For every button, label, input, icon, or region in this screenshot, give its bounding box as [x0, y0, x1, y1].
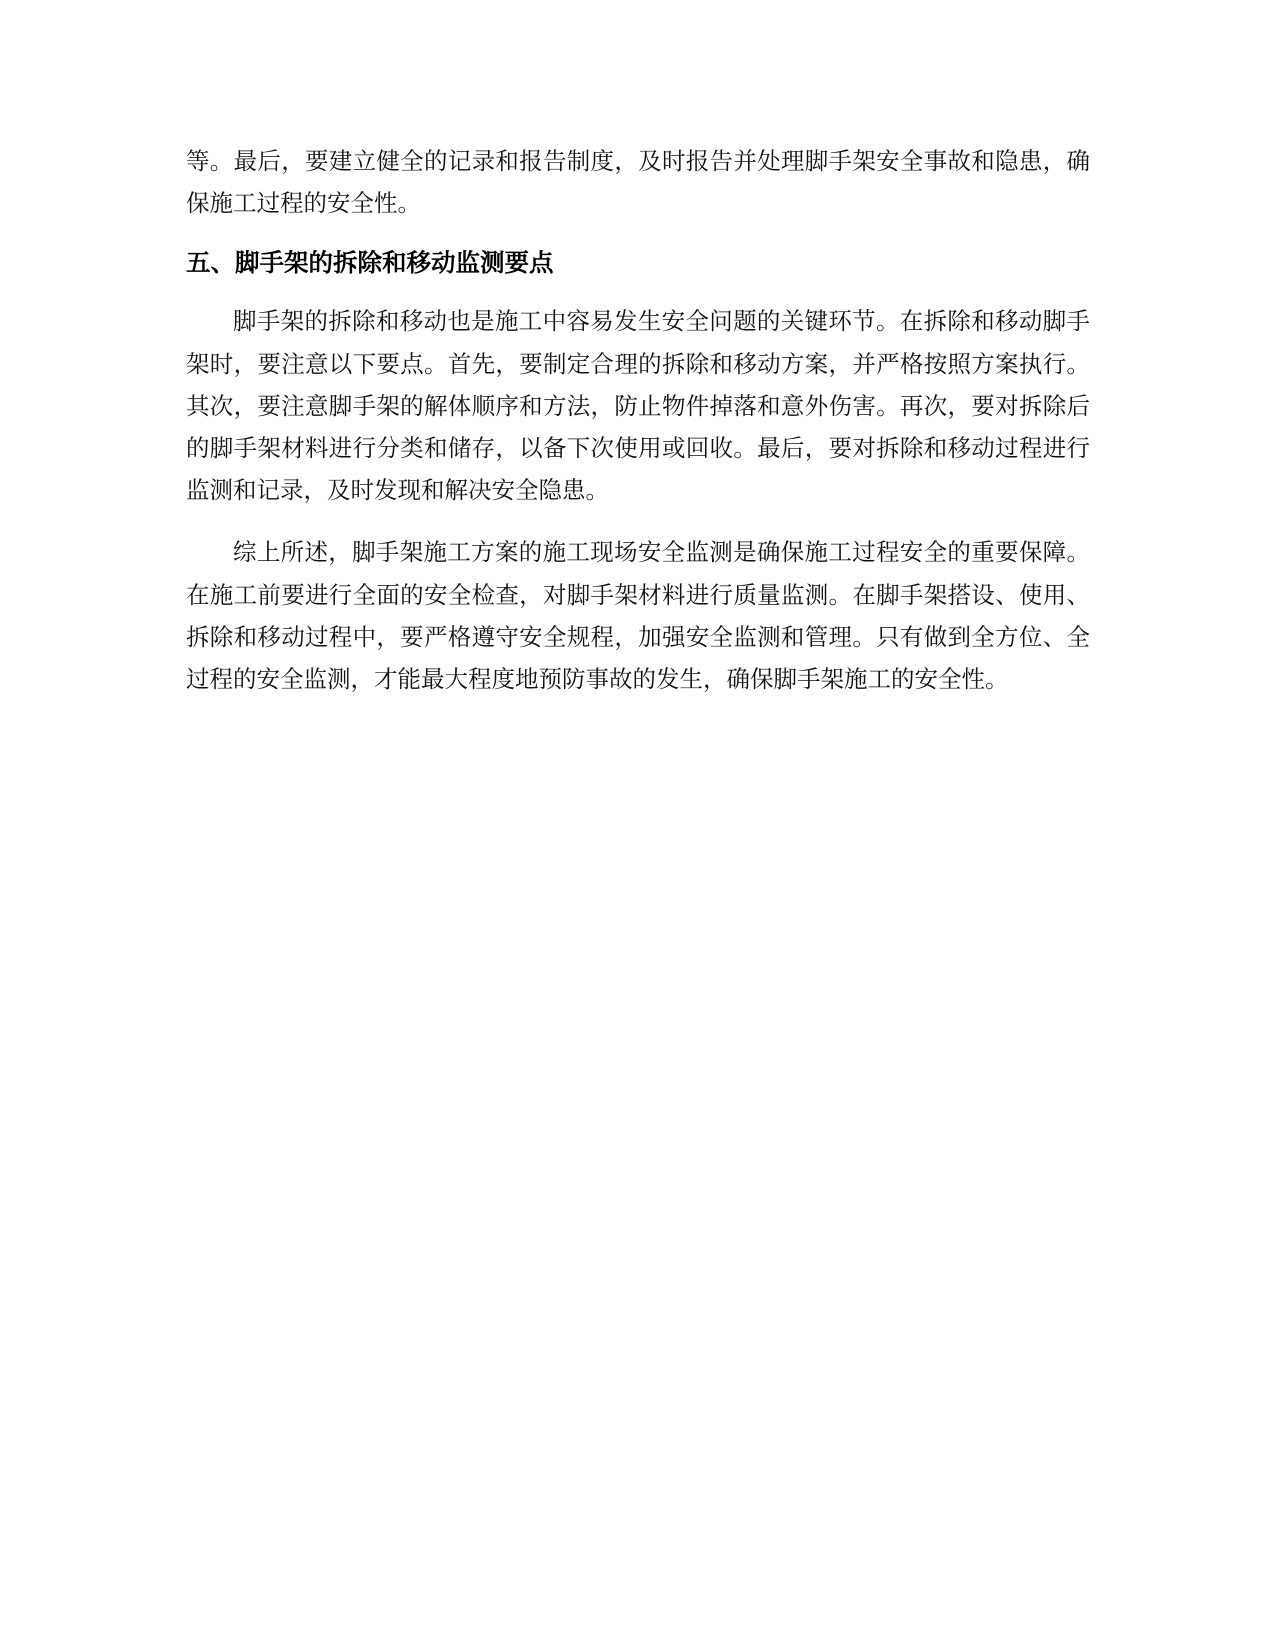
paragraph-spacer — [186, 511, 1090, 531]
section-heading: 五、脚手架的拆除和移动监测要点 — [186, 248, 554, 278]
conclusion-paragraph: 综上所述，脚手架施工方案的施工现场安全监测是确保施工过程安全的重要保障。在施工前要进行全面的安全检查，对脚手架材料进行质量监测。在脚手架搭设、使用、拆除和移动过程中，要严格遵守安全规程，加强安全监测和管理。只有做到全方位、全过程的安全监测，才能最大程度地预防事故的发生，确保脚手架施工的安全性。 — [186, 538, 1090, 694]
section-paragraph: 脚手架的拆除和移动也是施工中容易发生安全问题的关键环节。在拆除和移动脚手架时，要注意以下要点。首先，要制定合理的拆除和移动方案，并严格按照方案执行。其次，要注意脚手架的解体顺序和方法，防止物件掉落和意外伤害。再次，要对拆除后的脚手架材料进行分类和储存，以备下次使用或回收。最后，要对拆除和移动过程进行监测和记录，及时发现和解决安全隐患。 — [186, 307, 1090, 505]
document-body — [186, 140, 1090, 700]
continued-paragraph: 等。最后，要建立健全的记录和报告制度，及时报告并处理脚手架安全事故和隐患，确保施工过程的安全性。 — [186, 147, 1090, 218]
